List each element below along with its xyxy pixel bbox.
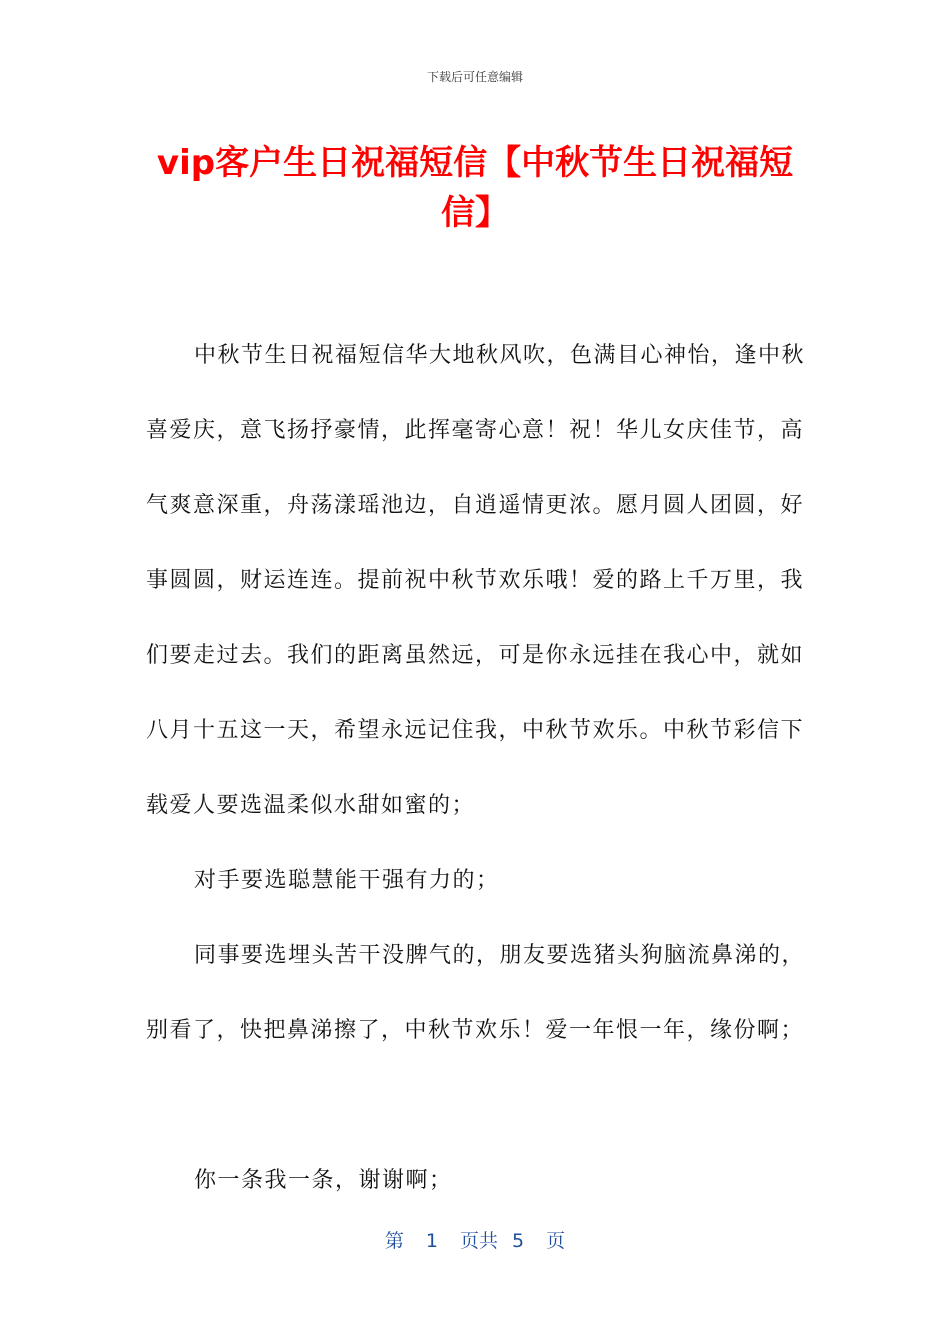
paragraph: 同事要选埋头苦干没脾气的，朋友要选猪头狗脑流鼻涕的，别看了，快把鼻涕擦了，中秋节欢乐！爱一年恨一年，缘份啊； [146, 943, 806, 1043]
document-title: vip客户生日祝福短信【中秋节生日祝福短信】 [156, 143, 794, 233]
paragraph-spacer [146, 1068, 806, 1143]
document-body [146, 318, 806, 1218]
page-label-prefix: 第 [384, 1230, 404, 1252]
paragraph: 对手要选聪慧能干强有力的； [194, 868, 500, 893]
page-total: 5 [512, 1230, 525, 1252]
page-label-suffix: 页 [546, 1230, 566, 1252]
paragraph: 中秋节生日祝福短信华大地秋风吹，色满目心神怡，逢中秋喜爱庆，意飞扬抒豪情，此挥毫寄心意！祝！华儿女庆佳节，高气爽意深重，舟荡漾瑶池边，自逍遥情更浓。愿月圆人团圆，好事圆圆，财运连连。提前祝中秋节欢乐哦！爱的路上千万里，我们要走过去。我们的距离虽然远，可是你永远挂在我心中，就如八月十五这一天，希望永远记住我，中秋节欢乐。中秋节彩信下载爱人要选温柔似水甜如蜜的； [146, 343, 806, 818]
page-number: 1 [425, 1230, 438, 1252]
page-footer [0, 1226, 950, 1253]
paragraph: 你一条我一条，谢谢啊； [194, 1168, 453, 1193]
page-label-middle: 页共 [459, 1230, 498, 1252]
download-edit-note: 下载后可任意编辑 [426, 70, 523, 84]
